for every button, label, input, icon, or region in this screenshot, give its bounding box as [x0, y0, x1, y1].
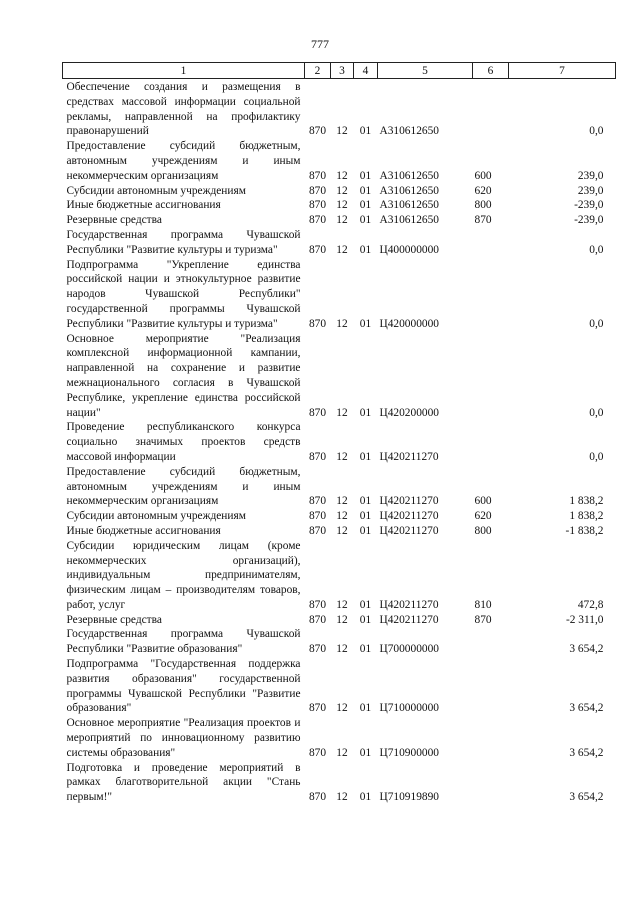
row-target-code: А310612650 — [379, 214, 439, 227]
table-row — [63, 198, 616, 213]
row-ministry-code: 870 — [308, 214, 327, 227]
row-section-code: 12 — [336, 495, 348, 508]
header-col-5: 5 — [378, 63, 473, 79]
row-target-code: Ц400000000 — [379, 243, 439, 256]
table-row — [63, 139, 616, 183]
row-amount: 472,8 — [577, 598, 604, 611]
row-description: Основное мероприятие "Реализация комплексной информационной кампании, направленной на сохранение и развитие межнационального согласия в Чувашской Республике, укрепление единства российской нации" — [66, 332, 301, 419]
table-row — [63, 524, 616, 539]
row-ministry-code: 870 — [308, 243, 327, 256]
row-subsection-code: 01 — [359, 643, 372, 656]
table-row — [63, 657, 616, 716]
row-ministry-code: 870 — [308, 702, 327, 715]
row-amount: 0,0 — [589, 243, 604, 256]
header-col-1: 1 — [63, 63, 305, 79]
table-row — [63, 420, 616, 464]
row-ministry-code: 870 — [308, 199, 327, 212]
row-amount: 3 654,2 — [569, 702, 604, 715]
row-section-code: 12 — [336, 125, 348, 138]
row-description: Субсидии автономным учреждениям — [66, 184, 246, 197]
row-amount: -239,0 — [574, 214, 604, 227]
row-target-code: Ц420211270 — [379, 510, 439, 523]
row-subsection-code: 01 — [359, 598, 372, 611]
row-description: Резервные средства — [66, 214, 162, 227]
row-amount: 0,0 — [589, 406, 604, 419]
row-expense-type-code — [473, 420, 509, 464]
row-ministry-code: 870 — [308, 613, 327, 626]
row-description: Подготовка и проведение мероприятий в рамках благотворительной акции "Стань первым!" — [66, 761, 301, 804]
row-description: Субсидии юридическим лицам (кроме некоммерческих организаций), индивидуальным предпринимателям, физическим лицам – производителям товаров, работ, услуг — [66, 539, 301, 611]
row-ministry-code: 870 — [308, 495, 327, 508]
row-description: Иные бюджетные ассигнования — [66, 524, 221, 537]
row-section-code: 12 — [336, 450, 348, 463]
row-expense-type-code: 870 — [474, 613, 492, 626]
row-section-code: 12 — [336, 317, 348, 330]
header-col-3: 3 — [331, 63, 354, 79]
row-subsection-code: 01 — [359, 450, 372, 463]
table-row — [63, 509, 616, 524]
row-subsection-code: 01 — [359, 317, 372, 330]
row-expense-type-code: 800 — [474, 524, 492, 537]
row-section-code: 12 — [336, 199, 348, 212]
row-target-code: Ц420211270 — [379, 598, 439, 611]
row-expense-type-code — [473, 228, 509, 258]
row-target-code: Ц700000000 — [379, 643, 439, 656]
row-subsection-code: 01 — [359, 746, 372, 759]
table-row — [63, 761, 616, 805]
row-section-code: 12 — [336, 746, 348, 759]
row-description: Подпрограмма "Государственная поддержка развития образования" государственной программы Чувашской Республики "Развитие образования" — [66, 658, 301, 715]
row-expense-type-code: 620 — [474, 184, 492, 197]
row-expense-type-code: 800 — [474, 199, 492, 212]
row-amount: -1 838,2 — [565, 524, 604, 537]
row-section-code: 12 — [336, 214, 348, 227]
table-body — [63, 79, 616, 806]
row-description: Государственная программа Чувашской Республики "Развитие культуры и туризма" — [66, 228, 301, 256]
row-description: Обеспечение создания и размещения в средствах массовой информации социальной рекламы, направленной на профилактику правонарушений — [66, 81, 301, 138]
row-ministry-code: 870 — [308, 317, 327, 330]
row-subsection-code: 01 — [359, 214, 372, 227]
row-target-code: Ц420200000 — [379, 406, 439, 419]
row-section-code: 12 — [336, 184, 348, 197]
row-ministry-code: 870 — [308, 125, 327, 138]
row-amount: -239,0 — [574, 199, 604, 212]
row-amount: 239,0 — [577, 184, 604, 197]
row-subsection-code: 01 — [359, 702, 372, 715]
row-subsection-code: 01 — [359, 169, 372, 182]
row-expense-type-code — [473, 258, 509, 332]
row-subsection-code: 01 — [359, 184, 372, 197]
row-target-code: Ц710919890 — [379, 791, 439, 804]
table-row — [63, 613, 616, 628]
row-ministry-code: 870 — [308, 184, 327, 197]
row-section-code: 12 — [336, 524, 348, 537]
row-ministry-code: 870 — [308, 169, 327, 182]
row-section-code: 12 — [336, 598, 348, 611]
row-amount: 0,0 — [589, 317, 604, 330]
row-amount: 0,0 — [589, 450, 604, 463]
table-row — [63, 213, 616, 228]
row-subsection-code: 01 — [359, 125, 372, 138]
row-target-code: А310612650 — [379, 169, 439, 182]
row-ministry-code: 870 — [308, 510, 327, 523]
table-row — [63, 258, 616, 332]
header-col-7: 7 — [509, 63, 616, 79]
row-ministry-code: 870 — [308, 598, 327, 611]
row-section-code: 12 — [336, 613, 348, 626]
row-section-code: 12 — [336, 702, 348, 715]
row-description: Резервные средства — [66, 613, 162, 626]
row-target-code: Ц420211270 — [379, 495, 439, 508]
header-col-2: 2 — [305, 63, 331, 79]
row-expense-type-code: 870 — [474, 214, 492, 227]
row-subsection-code: 01 — [359, 791, 372, 804]
row-description: Предоставление субсидий бюджетным, автономным учреждениям и иным некоммерческим организациям — [66, 140, 301, 182]
row-target-code: А310612650 — [379, 125, 439, 138]
row-description: Иные бюджетные ассигнования — [66, 199, 221, 212]
row-amount: 3 654,2 — [569, 643, 604, 656]
row-description: Основное мероприятие "Реализация проектов и мероприятий по инновационному развитию системы образования" — [66, 717, 301, 759]
row-ministry-code: 870 — [308, 524, 327, 537]
row-ministry-code: 870 — [308, 746, 327, 759]
table-row — [63, 539, 616, 613]
row-expense-type-code: 600 — [474, 169, 492, 182]
row-subsection-code: 01 — [359, 406, 372, 419]
row-expense-type-code: 810 — [474, 598, 492, 611]
row-target-code: Ц710900000 — [379, 746, 439, 759]
row-section-code: 12 — [336, 243, 348, 256]
row-expense-type-code — [473, 761, 509, 805]
table-row — [63, 716, 616, 760]
row-ministry-code: 870 — [308, 406, 327, 419]
row-section-code: 12 — [336, 169, 348, 182]
row-amount: 3 654,2 — [569, 746, 604, 759]
row-subsection-code: 01 — [359, 199, 372, 212]
table-header-row — [63, 63, 616, 79]
row-expense-type-code — [473, 627, 509, 657]
page-number: 777 — [311, 37, 329, 51]
table-row — [63, 79, 616, 140]
table-row — [63, 184, 616, 199]
row-ministry-code: 870 — [308, 791, 327, 804]
row-amount: 1 838,2 — [569, 510, 604, 523]
row-target-code: Ц420211270 — [379, 450, 439, 463]
row-subsection-code: 01 — [359, 510, 372, 523]
table-row — [63, 465, 616, 509]
row-target-code: Ц420000000 — [379, 317, 439, 330]
row-description: Подпрограмма "Укрепление единства российской нации и этнокультурное развитие народов Чувашской Республики" государственной программы Чувашской Республики "Развитие культуры и туризма" — [66, 258, 301, 330]
row-section-code: 12 — [336, 406, 348, 419]
row-expense-type-code — [473, 716, 509, 760]
row-subsection-code: 01 — [359, 524, 372, 537]
table-row — [63, 332, 616, 421]
row-section-code: 12 — [336, 510, 348, 523]
row-ministry-code: 870 — [308, 643, 327, 656]
table-row — [63, 228, 616, 258]
row-expense-type-code — [473, 79, 509, 140]
budget-table — [62, 62, 616, 805]
row-expense-type-code — [473, 332, 509, 421]
row-description: Государственная программа Чувашской Республики "Развитие образования" — [66, 628, 301, 656]
row-expense-type-code: 620 — [474, 510, 492, 523]
header-col-4: 4 — [354, 63, 378, 79]
header-col-6: 6 — [473, 63, 509, 79]
row-ministry-code: 870 — [308, 450, 327, 463]
table-row — [63, 627, 616, 657]
row-subsection-code: 01 — [359, 243, 372, 256]
row-description: Проведение республиканского конкурса социально значимых проектов средств массовой информации — [66, 421, 301, 463]
row-subsection-code: 01 — [359, 495, 372, 508]
row-expense-type-code: 600 — [474, 495, 492, 508]
row-target-code: Ц710000000 — [379, 702, 439, 715]
row-target-code: Ц420211270 — [379, 524, 439, 537]
row-amount: 0,0 — [589, 125, 604, 138]
row-target-code: А310612650 — [379, 184, 439, 197]
row-expense-type-code — [473, 657, 509, 716]
row-amount: 1 838,2 — [569, 495, 604, 508]
row-description: Предоставление субсидий бюджетным, автономным учреждениям и иным некоммерческим организациям — [66, 465, 301, 508]
row-amount: -2 311,0 — [565, 613, 604, 626]
row-section-code: 12 — [336, 643, 348, 656]
row-subsection-code: 01 — [359, 613, 372, 626]
row-amount: 3 654,2 — [569, 791, 604, 804]
row-target-code: А310612650 — [379, 199, 439, 212]
row-target-code: Ц420211270 — [379, 613, 439, 626]
row-amount: 239,0 — [577, 169, 604, 182]
row-description: Субсидии автономным учреждениям — [66, 510, 246, 523]
row-section-code: 12 — [336, 791, 348, 804]
